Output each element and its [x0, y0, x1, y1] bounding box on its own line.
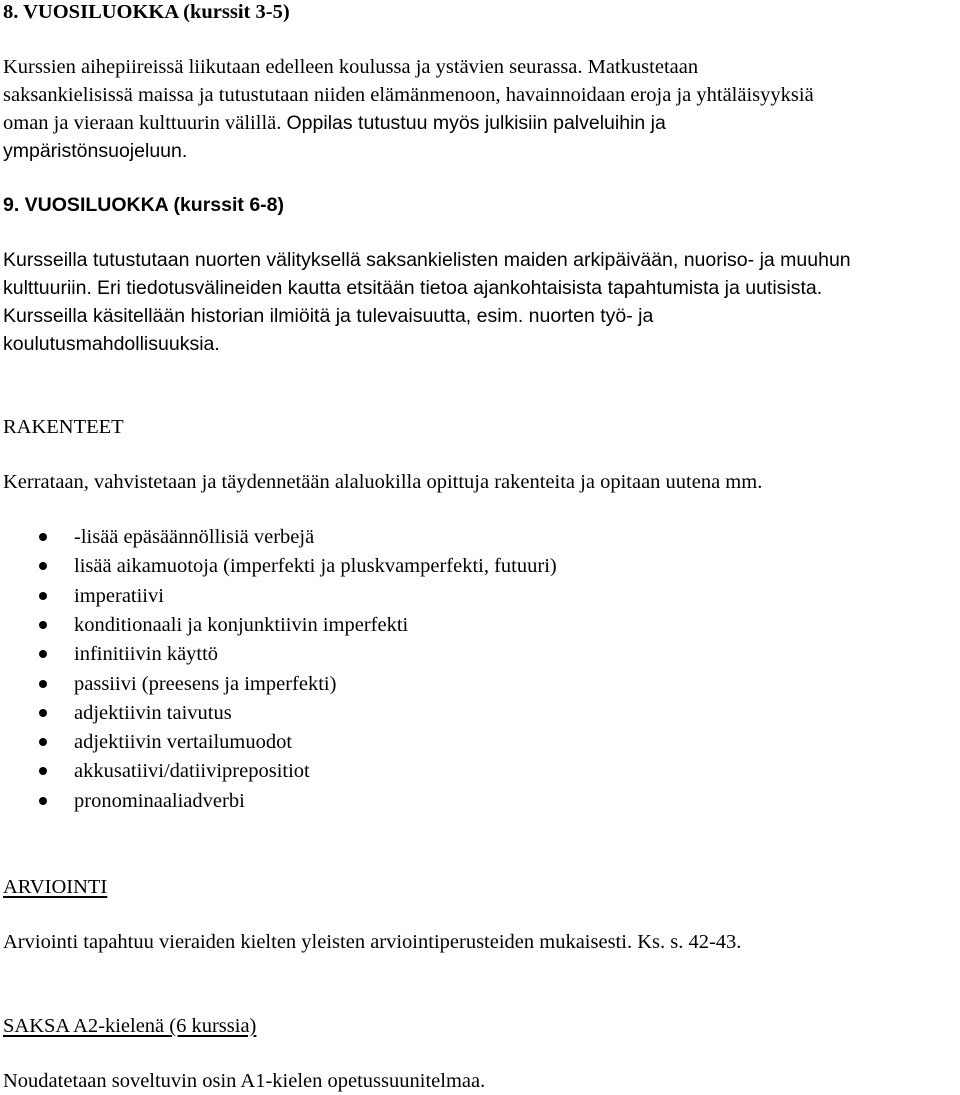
bullet-icon: [39, 680, 47, 688]
section8-line-3-part: [3, 111, 666, 135]
bullet-icon: [39, 767, 47, 775]
section8-line-3a: oman ja vieraan kulttuurin välillä.: [3, 112, 282, 134]
section9-line-1: Kursseilla tutustutaan nuorten välityksellä saksankielisten maiden arkipäivään, nuoriso- ja muuhun: [3, 249, 851, 271]
list-item-text: lisää aikamuotoja (imperfekti ja pluskvamperfekti, futuuri): [74, 555, 557, 578]
list-item-text: akkusatiivi/datiiviprepositiot: [74, 760, 310, 783]
list-item-text: konditionaali ja konjunktiivin imperfekti: [74, 613, 409, 636]
bullet-icon: [39, 533, 47, 541]
bullet-icon: [39, 738, 47, 746]
saksa-a2-heading: SAKSA A2-kielenä (6 kurssia): [3, 1015, 257, 1037]
section9-heading: 9. VUOSILUOKKA (kurssit 6-8): [3, 194, 284, 216]
rakenteet-intro: Kerrataan, vahvistetaan ja täydennetään alaluokilla opittuja rakenteita ja opitaan uutena mm.: [3, 471, 763, 493]
list-item-text: -lisää epäsäännöllisiä verbejä: [74, 526, 315, 548]
list-item-text: adjektiivin taivutus: [74, 701, 232, 724]
bullet-icon: [39, 562, 47, 570]
section9-line-2-part: [3, 276, 822, 300]
list-item-text: imperatiivi: [74, 584, 164, 607]
bullet-icon: [39, 797, 47, 805]
bullet-icon: [39, 621, 47, 629]
section9-line-3: Kursseilla käsitellään historian ilmiöitä ja tulevaisuutta, esim. nuorten työ- ja: [3, 305, 654, 327]
list-item-text: adjektiivin vertailumuodot: [74, 731, 293, 754]
section9-heading-number: [3, 193, 284, 217]
arviointi-heading: ARVIOINTI: [3, 876, 108, 898]
rakenteet-heading: RAKENTEET: [3, 416, 124, 438]
bullet-icon: [39, 592, 47, 600]
section8-line-2: saksankielisissä maissa ja tutustutaan niiden elämänmenoon, havainnoidaan eroja ja yhtäläisyyksiä: [3, 84, 814, 106]
list-item-text: passiivi (preesens ja imperfekti): [74, 672, 337, 695]
list-item-text: pronominaaliadverbi: [74, 789, 245, 812]
section8-line-3b: Oppilas tutustuu myös julkisiin palveluihin ja: [286, 112, 666, 134]
section8-line-4: ympäristönsuojeluun.: [3, 140, 188, 162]
saksa-a2-text: Noudatetaan soveltuvin osin A1-kielen opetussuunitelmaa.: [3, 1070, 486, 1092]
bullet-icon: [39, 650, 47, 658]
section8-line-1: Kurssien aihepiireissä liikutaan edelleen koulussa ja ystävien seurassa. Matkustetaan: [3, 56, 699, 78]
arviointi-text: Arviointi tapahtuu vieraiden kielten yleisten arviointiperusteiden mukaisesti. Ks. s. 42-43.: [3, 931, 742, 953]
section8-heading: 8. VUOSILUOKKA (kurssit 3-5): [3, 1, 290, 23]
list-item-text: infinitiivin käyttö: [74, 643, 219, 666]
section9-line-2a: kulttuuriin.: [3, 277, 92, 299]
section9-line-2b: Eri tiedotusvälineiden kautta etsitään tietoa ajankohtaisista tapahtumista ja uutisista.: [97, 277, 823, 299]
section9-line-4: koulutusmahdollisuuksia.: [3, 333, 220, 355]
bullet-icon: [39, 709, 47, 717]
